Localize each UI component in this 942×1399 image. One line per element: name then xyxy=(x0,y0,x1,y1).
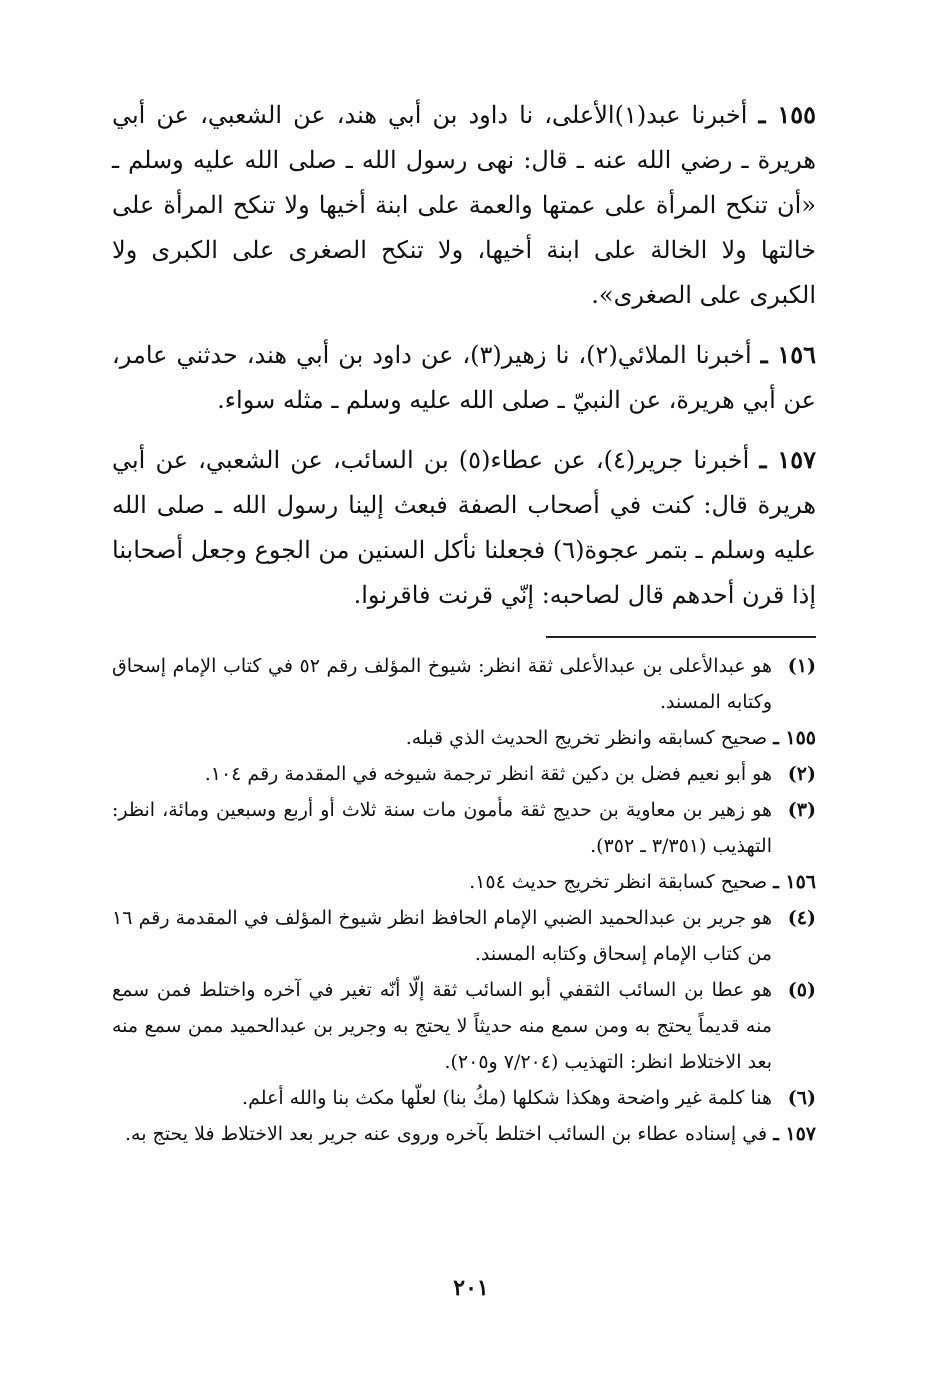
hadith-number: ١٥٦ ـ xyxy=(760,340,817,369)
footnote-text: هو عطا بن السائب الثقفي أبو السائب ثقة إلّا أنّه تغير في آخره واختلط فمن سمع منه قديماً يحتج به ومن سمع منه حديثاً لا يحتج به وجرير بن عبدالحميد ممن سمع منه بعد الاختلاط انظر: التهذيب (٧/٢٠٤ و٢٠٥). xyxy=(112,979,772,1073)
page-body xyxy=(112,92,816,1152)
footnote-mark: (٢) xyxy=(787,763,816,785)
page-number: ٢٠١ xyxy=(453,1275,489,1301)
footnote xyxy=(112,792,816,864)
footnote-text: هنا كلمة غير واضحة وهكذا شكلها (مكُ بنا) لعلّها مكث بنا والله أعلم. xyxy=(242,1087,772,1109)
hadith-number: ١٥٥ ـ xyxy=(758,100,816,129)
hadith-number: ١٥٧ ـ xyxy=(759,445,816,474)
footnote xyxy=(112,900,816,972)
footnote-text: في إسناده عطاء بن السائب اختلط بآخره وروى عنه جرير بعد الاختلاط فلا يحتج به. xyxy=(124,1123,768,1145)
hadith-text: أخبرنا عبد(١)الأعلى، نا داود بن أبي هند، عن الشعبي، عن أبي هريرة ـ رضي الله عنه ـ قال: نهى رسول الله ـ صلى الله عليه وسلم ـ «أن تنكح المرأة على عمتها والعمة على ابنة أخيها ولا تنكح المرأة على خالتها ولا الخالة على ابنة أخيها، ولا تنكح الصغرى على الكبرى ولا الكبرى على الصغرى». xyxy=(112,101,816,309)
footnote-mark: (٦) xyxy=(787,1087,816,1109)
footnote-mark: (١) xyxy=(787,655,816,677)
footnote-text: هو أبو نعيم فضل بن دكين ثقة انظر ترجمة شيوخه في المقدمة رقم ١٠٤. xyxy=(204,763,772,785)
footnote-mark: (٣) xyxy=(787,799,816,821)
footnote-mark: ١٥٧ ـ xyxy=(773,1123,816,1145)
footnote-text: هو زهير بن معاوية بن حديج ثقة مأمون مات سنة ثلاث أو أربع وسبعين ومائة، انظر: التهذيب (٣/٣٥١ ـ ٣٥٢). xyxy=(112,799,772,857)
footnote xyxy=(112,1116,816,1152)
footnote-separator xyxy=(546,636,816,638)
footnote xyxy=(112,1080,816,1116)
hadith-156 xyxy=(112,332,816,423)
hadith-155 xyxy=(112,92,816,318)
footnote-text: هو عبدالأعلى بن عبدالأعلى ثقة انظر: شيوخ المؤلف رقم ٥٢ في كتاب الإمام إسحاق وكتابه المسند. xyxy=(112,655,772,713)
footnote-text: هو جرير بن عبدالحميد الضبي الإمام الحافظ انظر شيوخ المؤلف في المقدمة رقم ١٦ من كتاب الإمام إسحاق وكتابه المسند. xyxy=(112,907,772,965)
footnote-mark: (٥) xyxy=(787,979,816,1001)
footnote xyxy=(112,756,816,792)
footnote xyxy=(112,720,816,756)
hadith-157 xyxy=(112,437,816,618)
footnote-mark: ١٥٦ ـ xyxy=(773,871,816,893)
hadith-text: أخبرنا جرير(٤)، عن عطاء(٥) بن السائب، عن الشعبي، عن أبي هريرة قال: كنت في أصحاب الصفة فبعث إلينا رسول الله ـ صلى الله عليه وسلم ـ بتمر عجوة(٦) فجعلنا نأكل السنين من الجوع وجعل أصحابنا إذا قرن أحدهم قال لصاحبه: إنّي قرنت فاقرنوا. xyxy=(112,446,816,609)
footnote xyxy=(112,972,816,1080)
footnote-text: صحيح كسابقه وانظر تخريج الحديث الذي قبله. xyxy=(405,727,768,749)
footnote-mark: (٤) xyxy=(787,907,816,929)
footnote xyxy=(112,648,816,720)
footnote xyxy=(112,864,816,900)
footnote-mark: ١٥٥ ـ xyxy=(773,727,816,749)
footnote-text: صحيح كسابقة انظر تخريج حديث ١٥٤. xyxy=(469,871,768,893)
hadith-text: أخبرنا الملائي(٢)، نا زهير(٣)، عن داود بن أبي هند، حدثني عامر، عن أبي هريرة، عن النبيّ ـ صلى الله عليه وسلم ـ مثله سواء. xyxy=(112,341,816,414)
